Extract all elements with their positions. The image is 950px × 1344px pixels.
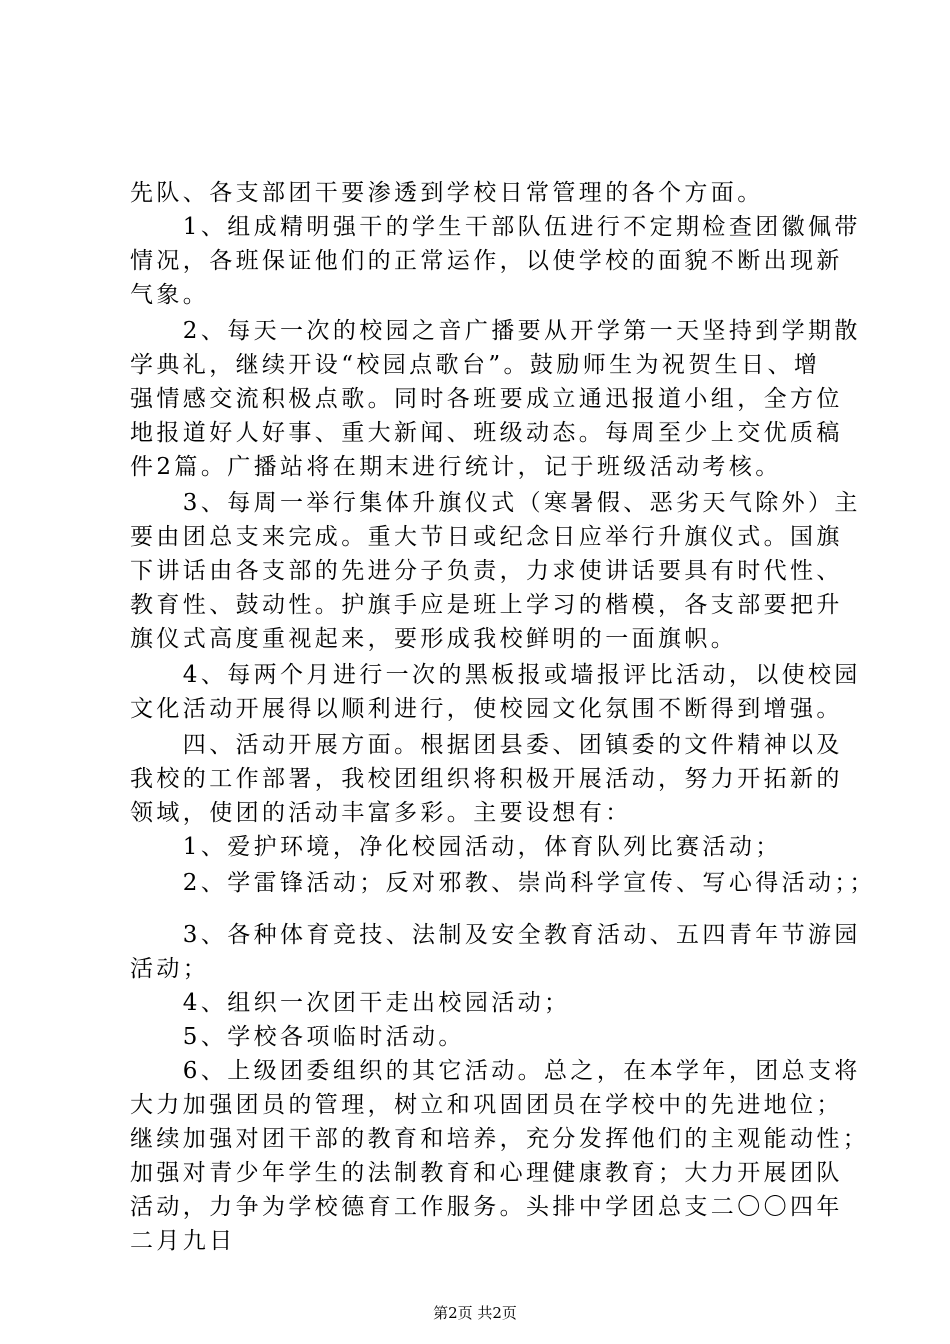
- body-line: 4、每两个月进行一次的黑板报或墙报评比活动，以使校园: [130, 662, 861, 688]
- body-line: 气象。: [130, 282, 210, 308]
- body-line: 旗仪式高度重视起来，要形成我校鲜明的一面旗帜。: [130, 626, 738, 652]
- body-line: 情况，各班保证他们的正常运作，以使学校的面貌不断出现新: [130, 248, 843, 274]
- body-line: 要由团总支来完成。重大节日或纪念日应举行升旗仪式。国旗: [130, 524, 843, 550]
- body-line: 大力加强团员的管理，树立和巩固团员在学校中的先进地位；: [130, 1092, 843, 1118]
- body-line: 3、每周一举行集体升旗仪式（寒暑假、恶劣天气除外）主: [130, 490, 861, 516]
- body-line: 加强对青少年学生的法制教育和心理健康教育；大力开展团队: [130, 1160, 843, 1186]
- body-line: 1、组成精明强干的学生干部队伍进行不定期检查团徽佩带: [130, 214, 861, 240]
- body-line: 强情感交流积极点歌。同时各班要成立通迅报道小组，全方位: [130, 386, 843, 412]
- body-line: 活动；: [130, 956, 210, 982]
- body-line: 3、各种体育竞技、法制及安全教育活动、五四青年节游园: [130, 922, 861, 948]
- body-line: 下讲话由各支部的先进分子负责，力求使讲话要具有时代性、: [130, 558, 843, 584]
- page-footer: 第2页 共2页: [433, 1304, 517, 1322]
- body-line: 4、组织一次团干走出校园活动；: [130, 990, 571, 1016]
- body-line: 活动，力争为学校德育工作服务。头排中学团总支二〇〇四年: [130, 1194, 843, 1220]
- body-line: 四、活动开展方面。根据团县委、团镇委的文件精神以及: [130, 732, 843, 758]
- body-line: 领域，使团的活动丰富多彩。主要设想有：: [130, 800, 632, 826]
- body-line: 地报道好人好事、重大新闻、班级动态。每周至少上交优质稿: [130, 420, 843, 446]
- body-line: 6、上级团委组织的其它活动。总之，在本学年，团总支将: [130, 1058, 861, 1084]
- body-line: 我校的工作部署，我校团组织将积极开展活动，努力开拓新的: [130, 766, 843, 792]
- body-line: 件2篇。广播站将在期末进行统计，记于班级活动考核。: [130, 454, 782, 480]
- body-line: 二月九日: [130, 1228, 236, 1254]
- body-line: 先队、各支部团干要渗透到学校日常管理的各个方面。: [130, 180, 764, 206]
- body-line: 学典礼，继续开设“校园点歌台”。鼓励师生为祝贺生日、增: [130, 352, 821, 378]
- body-line: 2、每天一次的校园之音广播要从开学第一天坚持到学期散: [130, 318, 861, 344]
- body-line: 5、学校各项临时活动。: [130, 1024, 465, 1050]
- body-line: 1、爱护环境，净化校园活动，体育队列比赛活动；: [130, 834, 782, 860]
- body-line: 教育性、鼓动性。护旗手应是班上学习的楷模，各支部要把升: [130, 592, 843, 618]
- body-line: 继续加强对团干部的教育和培养，充分发挥他们的主观能动性；: [130, 1126, 870, 1152]
- body-line: 文化活动开展得以顺利进行，使校园文化氛围不断得到增强。: [130, 696, 843, 722]
- body-line: 2、学雷锋活动；反对邪教、崇尚科学宣传、写心得活动；；: [130, 870, 876, 896]
